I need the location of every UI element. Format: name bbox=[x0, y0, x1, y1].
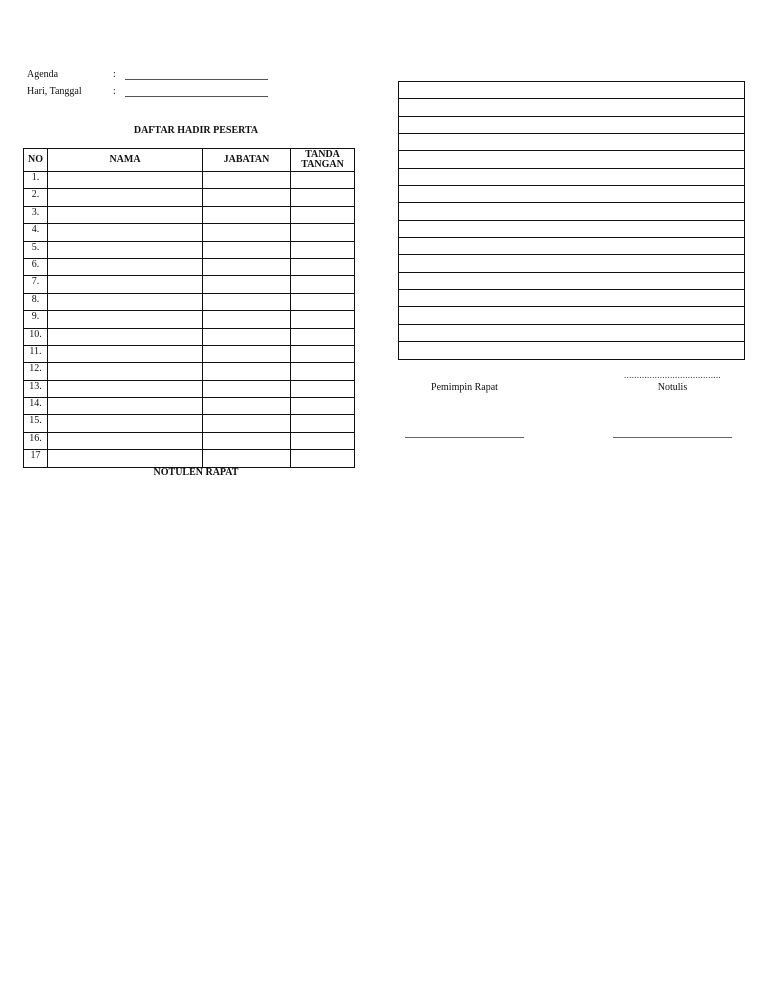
position-cell[interactable] bbox=[203, 328, 291, 345]
table-row bbox=[24, 293, 355, 310]
table-row bbox=[24, 189, 355, 206]
name-cell[interactable] bbox=[48, 241, 203, 258]
agenda-label: Agenda bbox=[27, 69, 59, 80]
table-row bbox=[24, 415, 355, 432]
signature-cell[interactable] bbox=[291, 398, 355, 415]
table-row bbox=[24, 432, 355, 449]
row-number-cell: 17 bbox=[24, 450, 48, 467]
leader-label: Pemimpin Rapat bbox=[431, 382, 498, 393]
notulis-dotted-line: ...................................... bbox=[624, 370, 721, 380]
attendance-table bbox=[23, 148, 355, 468]
minutes-box bbox=[398, 81, 745, 360]
name-cell[interactable] bbox=[48, 206, 203, 223]
position-cell[interactable] bbox=[203, 380, 291, 397]
row-number-cell: 11. bbox=[24, 345, 48, 362]
header-signature-line1: TANDA bbox=[305, 149, 340, 160]
name-cell[interactable] bbox=[48, 293, 203, 310]
table-row bbox=[24, 345, 355, 362]
position-cell[interactable] bbox=[203, 363, 291, 380]
signature-cell[interactable] bbox=[291, 241, 355, 258]
header-signature-line2: TANGAN bbox=[301, 159, 344, 170]
signature-cell[interactable] bbox=[291, 345, 355, 362]
row-number-cell: 8. bbox=[24, 293, 48, 310]
position-cell[interactable] bbox=[203, 398, 291, 415]
table-row bbox=[24, 172, 355, 189]
row-number-cell: 1. bbox=[24, 172, 48, 189]
name-cell[interactable] bbox=[48, 328, 203, 345]
minutes-title: NOTULEN RAPAT bbox=[153, 467, 239, 478]
signature-cell[interactable] bbox=[291, 328, 355, 345]
signature-cell[interactable] bbox=[291, 258, 355, 275]
position-cell[interactable] bbox=[203, 224, 291, 241]
position-cell[interactable] bbox=[203, 311, 291, 328]
minutes-line[interactable] bbox=[399, 117, 744, 134]
position-cell[interactable] bbox=[203, 415, 291, 432]
minutes-line[interactable] bbox=[399, 273, 744, 290]
signature-cell[interactable] bbox=[291, 415, 355, 432]
minutes-line[interactable] bbox=[399, 169, 744, 186]
row-number-cell: 7. bbox=[24, 276, 48, 293]
minutes-line[interactable] bbox=[399, 290, 744, 307]
minutes-line[interactable] bbox=[399, 342, 744, 359]
table-row bbox=[24, 258, 355, 275]
name-cell[interactable] bbox=[48, 380, 203, 397]
position-cell[interactable] bbox=[203, 189, 291, 206]
position-cell[interactable] bbox=[203, 450, 291, 467]
signature-cell[interactable] bbox=[291, 206, 355, 223]
position-cell[interactable] bbox=[203, 206, 291, 223]
row-number-cell: 9. bbox=[24, 311, 48, 328]
row-number-cell: 5. bbox=[24, 241, 48, 258]
signature-cell[interactable] bbox=[291, 224, 355, 241]
signature-cell[interactable] bbox=[291, 432, 355, 449]
row-number-cell: 13. bbox=[24, 380, 48, 397]
row-number-cell: 16. bbox=[24, 432, 48, 449]
name-cell[interactable] bbox=[48, 363, 203, 380]
name-cell[interactable] bbox=[48, 276, 203, 293]
table-row bbox=[24, 311, 355, 328]
position-cell[interactable] bbox=[203, 345, 291, 362]
position-cell[interactable] bbox=[203, 293, 291, 310]
position-cell[interactable] bbox=[203, 241, 291, 258]
signature-cell[interactable] bbox=[291, 293, 355, 310]
date-colon: : bbox=[113, 86, 116, 97]
name-cell[interactable] bbox=[48, 450, 203, 467]
table-row bbox=[24, 380, 355, 397]
table-row bbox=[24, 206, 355, 223]
row-number-cell: 2. bbox=[24, 189, 48, 206]
row-number-cell: 10. bbox=[24, 328, 48, 345]
signature-cell[interactable] bbox=[291, 363, 355, 380]
minutes-line[interactable] bbox=[399, 255, 744, 272]
minutes-line[interactable] bbox=[399, 151, 744, 168]
signature-cell[interactable] bbox=[291, 450, 355, 467]
name-cell[interactable] bbox=[48, 172, 203, 189]
notulis-label: Notulis bbox=[657, 382, 688, 393]
table-row bbox=[24, 224, 355, 241]
signature-cell[interactable] bbox=[291, 311, 355, 328]
agenda-colon: : bbox=[113, 69, 116, 80]
date-label: Hari, Tanggal bbox=[27, 86, 82, 97]
minutes-line[interactable] bbox=[399, 82, 744, 99]
row-number-cell: 12. bbox=[24, 363, 48, 380]
name-cell[interactable] bbox=[48, 345, 203, 362]
position-cell[interactable] bbox=[203, 258, 291, 275]
name-cell[interactable] bbox=[48, 415, 203, 432]
position-cell[interactable] bbox=[203, 276, 291, 293]
attendance-header-row bbox=[24, 149, 355, 172]
signature-cell[interactable] bbox=[291, 276, 355, 293]
name-cell[interactable] bbox=[48, 224, 203, 241]
row-number-cell: 3. bbox=[24, 206, 48, 223]
name-cell[interactable] bbox=[48, 398, 203, 415]
date-blank-line[interactable] bbox=[125, 96, 268, 97]
leader-signature-line[interactable] bbox=[405, 437, 524, 438]
row-number-cell: 15. bbox=[24, 415, 48, 432]
attendance-title: DAFTAR HADIR PESERTA bbox=[133, 125, 259, 136]
agenda-blank-line[interactable] bbox=[125, 79, 268, 80]
table-row bbox=[24, 450, 355, 467]
name-cell[interactable] bbox=[48, 432, 203, 449]
name-cell[interactable] bbox=[48, 311, 203, 328]
attendance-body bbox=[24, 172, 355, 468]
minutes-line[interactable] bbox=[399, 134, 744, 151]
minutes-line[interactable] bbox=[399, 325, 744, 342]
table-row bbox=[24, 363, 355, 380]
position-cell[interactable] bbox=[203, 172, 291, 189]
header-position: JABATAN bbox=[203, 149, 291, 172]
minutes-line[interactable] bbox=[399, 307, 744, 324]
minutes-line[interactable] bbox=[399, 186, 744, 203]
signature-cell[interactable] bbox=[291, 172, 355, 189]
name-cell[interactable] bbox=[48, 189, 203, 206]
table-row bbox=[24, 276, 355, 293]
table-row bbox=[24, 241, 355, 258]
notulis-signature-line[interactable] bbox=[613, 437, 732, 438]
header-name: NAMA bbox=[48, 149, 203, 172]
header-signature bbox=[291, 149, 355, 172]
signature-cell[interactable] bbox=[291, 380, 355, 397]
minutes-line[interactable] bbox=[399, 203, 744, 220]
minutes-line[interactable] bbox=[399, 238, 744, 255]
signature-cell[interactable] bbox=[291, 189, 355, 206]
row-number-cell: 14. bbox=[24, 398, 48, 415]
table-row bbox=[24, 328, 355, 345]
table-row bbox=[24, 398, 355, 415]
minutes-line[interactable] bbox=[399, 221, 744, 238]
header-no: NO bbox=[24, 149, 48, 172]
minutes-line[interactable] bbox=[399, 99, 744, 116]
row-number-cell: 4. bbox=[24, 224, 48, 241]
position-cell[interactable] bbox=[203, 432, 291, 449]
row-number-cell: 6. bbox=[24, 258, 48, 275]
name-cell[interactable] bbox=[48, 258, 203, 275]
